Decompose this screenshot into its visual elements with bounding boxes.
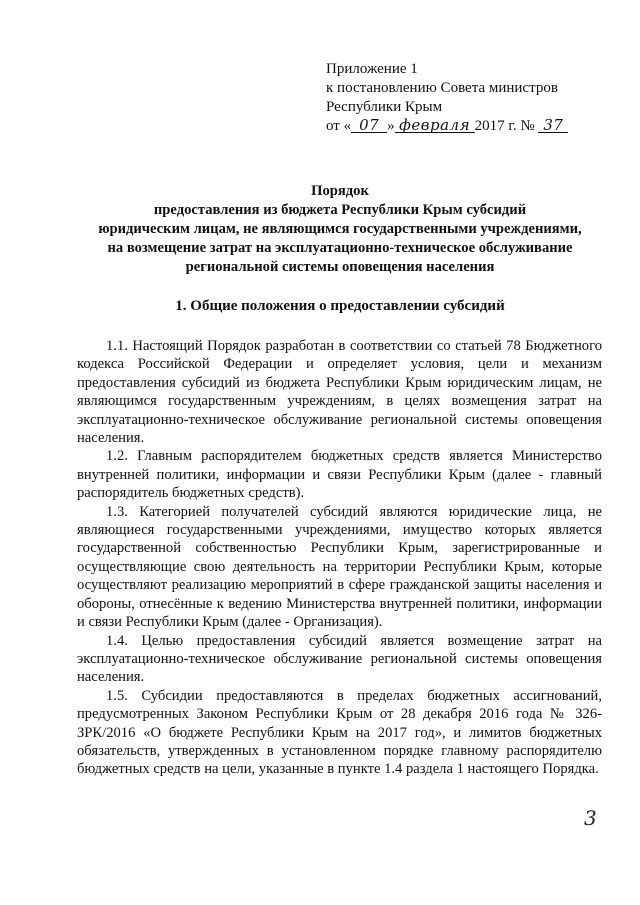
appendix-date-line [326,117,568,136]
date-prefix: от « [326,118,352,134]
paragraph-1-4: 1.4. Целью предоставления субсидий является возмещение затрат на эксплуатационно-техническое обслуживание региональной системы оповещения населения. [77,632,602,686]
date-mid: » [387,118,395,134]
paragraph-1-1: 1.1. Настоящий Порядок разработан в соответствии со статьей 78 Бюджетного кодекса Российской Федерации и определяет условия, цели и механизм предоставления субсидий из бюджета Республики Крым юридическим лицам, не являющимся государственным учреждениям, в целях возмещения затрат на эксплуатационно-техническое обслуживание региональной системы оповещения населения. [77,338,602,447]
paragraph-1-5: 1.5. Субсидии предоставляются в пределах бюджетных ассигнований, предусмотренных Законом Республики Крым от 28 декабря 2016 года № 326-ЗРК/2016 «О бюджете Республики Крым на 2017 год», и лимитов бюджетных обязательств, утвержденных в установленном порядке главному распорядителю бюджетных средств на цели, указанные в пункте 1.4 раздела 1 настоящего Порядка. [77,687,602,778]
handwritten-month: февраля [395,118,475,133]
handwritten-page-number: 3 [584,806,597,830]
document-title [75,182,605,277]
handwritten-day: 07 [351,118,387,133]
title-line-1: Порядок [311,183,369,199]
appendix-line-1: Приложение 1 [326,61,418,77]
title-line-2: предоставления из бюджета Республики Крым субсидий [153,202,527,218]
date-year: 2017 г. № [474,118,535,134]
title-line-5: региональной системы оповещения населения [185,259,495,275]
appendix-header [326,60,568,136]
section-heading: 1. Общие положения о предоставлении субсидий [175,298,505,314]
title-line-3: юридическим лицам, не являющимся государственными учреждениями, [98,221,582,237]
appendix-line-2: к постановлению Совета министров [326,80,558,96]
handwritten-number: 37 [538,118,568,133]
paragraph-1-3: 1.3. Категорией получателей субсидий являются юридические лица, не являющиеся государственными учреждениями, имущество которых является государственной собственностью Республики Крым, зарегистрированные и осуществляющие свою деятельность на территории Республики Крым, которые осуществляют реализацию мероприятий в сфере гражданской защиты населения и обороны, отнесённые к ведению Министерства внутренней политики, информации и связи Республики Крым (далее - Организация). [77,503,602,631]
paragraph-1-2: 1.2. Главным распорядителем бюджетных средств является Министерство внутренней политики, информации и связи Республики Крым (далее - главный распорядитель бюджетных средств). [77,448,602,502]
title-line-4: на возмещение затрат на эксплуатационно-техническое обслуживание [107,240,573,256]
appendix-line-3: Республики Крым [326,99,443,115]
section-body [77,337,602,779]
